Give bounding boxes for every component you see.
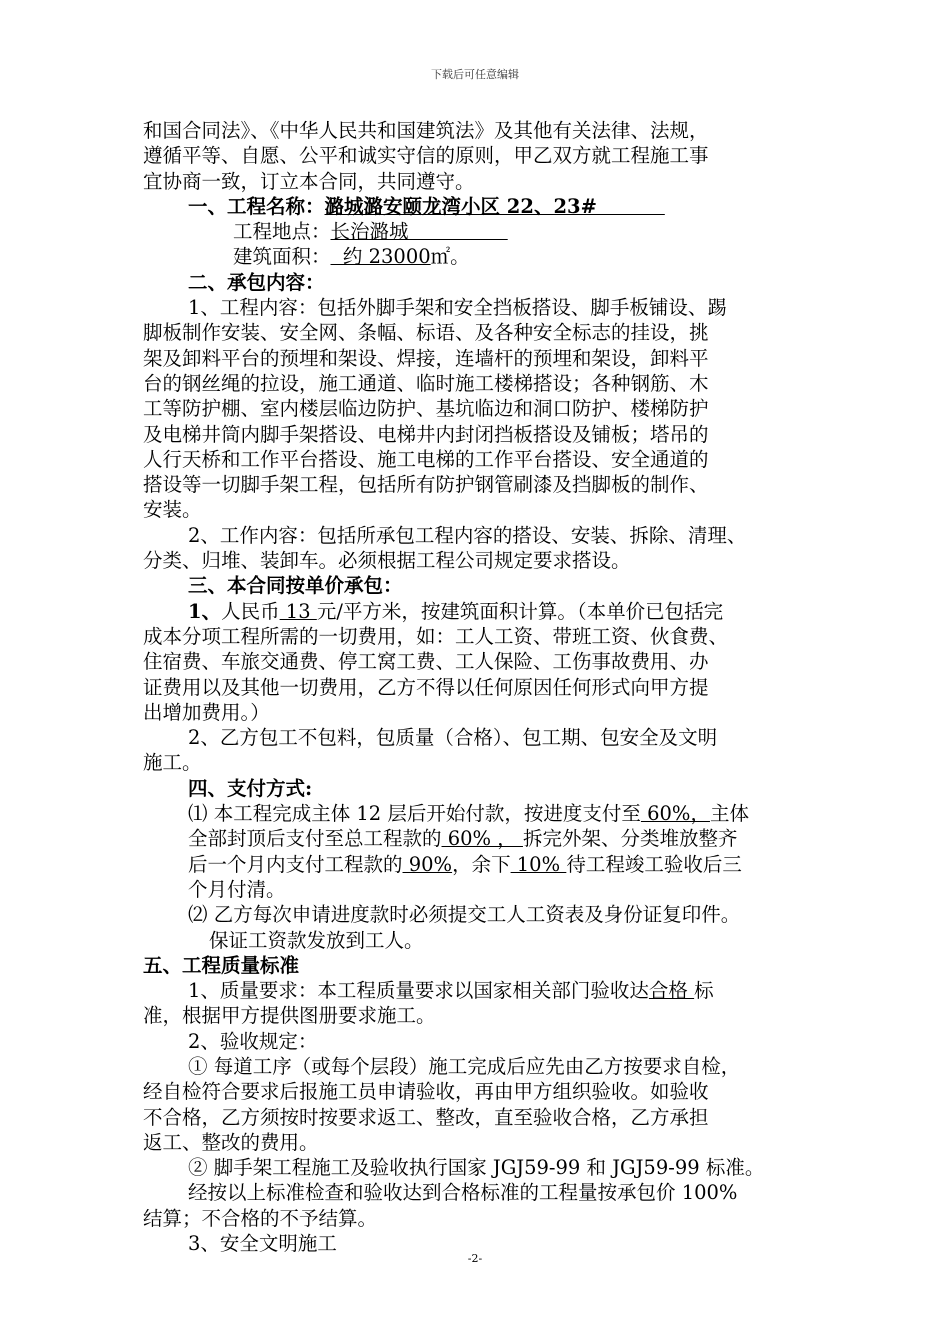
text-line [143,118,819,143]
text-line [143,472,819,497]
page-number: -2- [467,1252,483,1265]
text-run: 建筑面积： [233,245,331,269]
text-run: 约 23000 [330,245,431,269]
text-run: 二、承包内容： [188,270,325,294]
text-line [143,826,819,851]
text-run: 三、本合同按单价承包： [188,574,403,598]
text-run: 架及卸料平台的预埋和架设、焊接，连墙杆的预埋和架设，卸料平 [143,346,709,370]
text-run: 标 [694,979,714,1003]
text-line [143,725,819,750]
text-run: 元/平方米，按建筑面积计算。（本单价已包括完 [316,599,724,623]
text-line [143,801,819,826]
text-line [143,649,819,674]
text-run: ⑵ 乙方每次申请进度款时必须提交工人工资表及身份证复印件。 [188,903,741,927]
text-line [143,219,819,244]
text-line [143,244,819,269]
text-run: 遵循平等、自愿、公平和诚实守信的原则，甲乙双方就工程施工事 [143,144,709,168]
text-run: 个月付清。 [188,877,286,901]
text-run: 后一个月内支付工程款的 [188,852,403,876]
text-line [143,573,819,598]
text-line [143,877,819,902]
text-line [143,396,819,421]
text-run: 搭设等一切脚手架工程，包括所有防护钢管刷漆及挡脚板的制作、 [143,473,709,497]
text-line [143,447,819,472]
text-run: 2、乙方包工不包料，包质量（合格）、包工期、包安全及文明 [188,726,718,750]
text-run: ⑴ 本工程完成主体 12 层后开始付款，按进度支付至 [188,802,641,826]
text-run: 待工程竣工验收后三 [566,852,742,876]
text-run: 3、安全文明施工 [188,1232,337,1256]
text-line [143,1079,819,1104]
text-line [143,371,819,396]
text-run: 人行天桥和工作平台搭设、施工电梯的工作平台搭设、安全通道的 [143,447,709,471]
text-run: 经自检符合要求后报施工员申请验收，再由甲方组织验收。如验收 [143,1080,709,1104]
text-line [143,750,819,775]
text-line [143,624,819,649]
text-run: 台的钢丝绳的拉设，施工通道、临时施工楼梯搭设；各种钢筋、木 [143,371,709,395]
text-run: ㎡。 [430,245,470,269]
text-run: 证费用以及其他一切费用，乙方不得以任何原因任何形式向甲方提 [143,675,709,699]
text-run: 长治潞城 [330,220,508,244]
text-run: 和国合同法》、《中华人民共和国建筑法》及其他有关法律、法规， [143,119,709,142]
text-line [143,700,819,725]
text-run: 2、工作内容：包括所承包工程内容的搭设、安装、拆除、清理、 [188,523,747,547]
text-line [143,320,819,345]
text-line [143,143,819,168]
text-run: 一、工程名称： [188,194,325,218]
page-header: 下载后可任意编辑 [431,68,519,81]
text-line [143,295,819,320]
text-line [143,497,819,522]
text-run: 宜协商一致，订立本合同，共同遵守。 [143,169,475,193]
text-run: 成本分项工程所需的一切费用，如：工人工资、带班工资、伙食费、 [143,624,729,648]
text-run: 准，根据甲方提供图册要求施工。 [143,1004,436,1028]
text-line [143,776,819,801]
text-line [143,1155,819,1180]
text-run: 分类、归堆、装卸车。必须根据工程公司规定要求搭设。 [143,549,631,573]
text-line [143,1105,819,1130]
text-run: 1、质量要求：本工程质量要求以国家相关部门验收达 [188,979,649,1003]
text-run: 脚板制作安装、安全网、条幅、标语、及各种安全标志的挂设，挑 [143,321,709,345]
text-line [143,1180,819,1205]
text-run: 60%， [640,802,710,826]
text-run: 及电梯井筒内脚手架搭设、电梯井内封闭挡板搭设及铺板；塔吊的 [143,422,709,446]
text-line [143,1130,819,1155]
text-run: 1、 [188,599,222,623]
text-line [143,523,819,548]
text-run: 结算；不合格的不予结算。 [143,1206,378,1230]
text-line [143,194,819,219]
text-line [143,953,819,978]
text-run: ，余下 [452,852,511,876]
text-run: 安装。 [143,498,202,522]
text-run: 13 [279,599,317,623]
document-body [143,118,819,1256]
text-line [143,422,819,447]
text-run: ② 脚手架工程施工及验收执行国家 JGJ59-99 和 JGJ59-99 标准。 [188,1156,765,1180]
text-run: 2、验收规定： [188,1029,318,1053]
text-run: 人民币 [221,599,280,623]
text-run: 出增加费用。） [143,700,270,724]
text-run: 施工。 [143,751,202,775]
text-run: 工等防护棚、室内楼层临边防护、基坑临边和洞口防护、楼梯防护 [143,397,709,421]
text-run: 拆完外架、分类堆放整齐 [522,827,738,851]
text-run: ① 每道工序（或每个层段）施工完成后应先由乙方按要求自检， [188,1054,741,1078]
text-line [143,599,819,624]
text-run: 四、支付方式: [188,776,313,800]
text-run: 住宿费、车旅交通费、停工窝工费、工人保险、工伤事故费用、办 [143,650,709,674]
text-line [143,675,819,700]
text-line [143,1054,819,1079]
text-run: 主体 [709,802,749,826]
text-run: 10% [510,852,567,876]
text-line [143,852,819,877]
text-run: 工程地点： [233,220,331,244]
text-line [143,346,819,371]
text-line [143,1003,819,1028]
text-run: 1、工程内容：包括外脚手架和安全挡板搭设、脚手板铺设、踢 [188,296,727,320]
text-line [143,169,819,194]
text-line [143,1029,819,1054]
text-line [143,902,819,927]
text-line [143,548,819,573]
text-line [143,270,819,295]
text-run: 合格 [648,979,695,1003]
text-run: 经按以上标准检查和验收达到合格标准的工程量按承包价 100% [188,1181,738,1205]
text-run: 全部封顶后支付至总工程款的 [188,827,442,851]
text-line [143,928,819,953]
text-run: 60% ， [441,827,523,851]
text-run: 保证工资款发放到工人。 [209,928,424,952]
text-run: 不合格，乙方须按时按要求返工、整改，直至验收合格，乙方承担 [143,1105,709,1129]
text-run: 返工、整改的费用。 [143,1130,319,1154]
text-line [143,1206,819,1231]
text-line [143,978,819,1003]
text-run: 潞城潞安颐龙湾小区 22、23# [324,194,665,218]
text-run: 90% [402,852,453,876]
text-run: 五、工程质量标准 [143,953,300,977]
